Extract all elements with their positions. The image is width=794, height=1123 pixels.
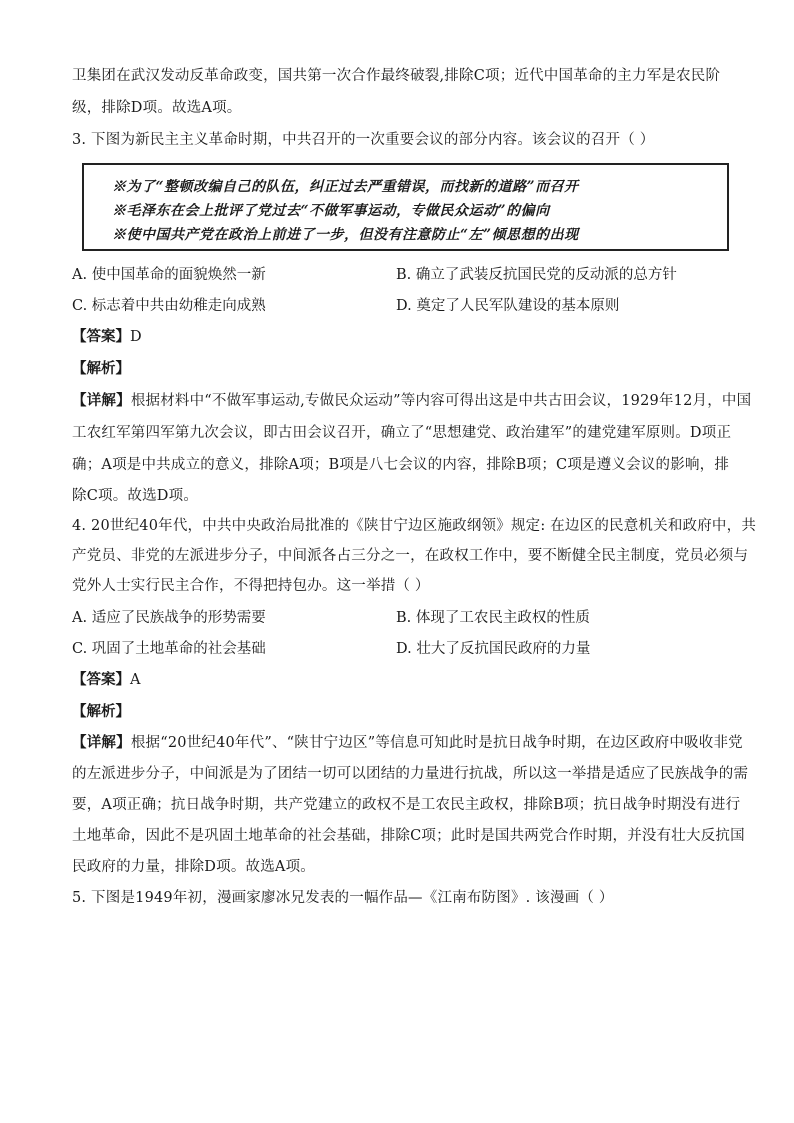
question-3-answer: [72, 327, 142, 347]
question-3-option-c: C. 标志着中共由幼稚走向成熟: [72, 298, 266, 314]
question-4-detail-line-3: 要，A项正确；抗日战争时期，共产党建立的政权不是工农民主政权，排除B项；抗日战争时期没有进行: [72, 797, 741, 813]
material-line-2: ※毛泽东在会上批评了党过去“不做军事运动，专做民众运动”的偏向: [112, 203, 550, 219]
answer-label: 【答案】: [72, 328, 130, 345]
question-4-option-b: B. 体现了工农民主政权的性质: [396, 610, 590, 626]
question-4-analysis-label: 【解析】: [72, 703, 130, 720]
question-3-option-d: D. 奠定了人民军队建设的基本原则: [396, 298, 620, 314]
question-3-option-a: A. 使中国革命的面貌焕然一新: [72, 267, 266, 283]
material-line-1: ※为了“整顿改编自己的队伍，纠正过去严重错误，而找新的道路”而召开: [112, 179, 579, 195]
detail-label: 【详解】: [72, 734, 131, 751]
question-4-answer: [72, 670, 140, 690]
answer-label: 【答案】: [72, 671, 130, 688]
question-3-detail-line-2: 工农红军第四军第九次会议，即古田会议召开，确立了“思想建党、政治建军”的建党建军原则。D项正: [72, 425, 732, 441]
question-4-stem-line-3: 党外人士实行民主合作，不得把持包办。这一举措（ ）: [72, 578, 430, 594]
answer-value: D: [130, 329, 142, 345]
question-3-material-box: [82, 163, 729, 251]
question-3-analysis-label: 【解析】: [72, 360, 130, 377]
question-4-stem-line-1: 4. 20世纪40年代，中共中央政治局批准的《陕甘宁边区施政纲领》规定: 在边区的民意机关和政府中，共: [72, 518, 757, 534]
question-4-detail-line-4: 土地革命，因此不是巩固土地革命的社会基础，排除C项；此时是国共两党合作时期，并没有壮大反抗国: [72, 828, 745, 844]
question-3-detail-line-4: 除C项。故选D项。: [72, 488, 199, 504]
question-4-option-c: C. 巩固了土地革命的社会基础: [72, 641, 266, 657]
question-3-detail-line-3: 确；A项是中共成立的意义，排除A项；B项是八七会议的内容，排除B项；C项是遵义会议的影响，排: [72, 457, 730, 473]
question-4-detail-line-2: 的左派进步分子，中间派是为了团结一切可以团结的力量进行抗战，所以这一举措是适应了民族战争的需: [72, 766, 749, 782]
question-3-option-b: B. 确立了武装反抗国民党的反动派的总方针: [396, 267, 677, 283]
material-line-3: ※使中国共产党在政治上前进了一步，但没有注意防止“左”倾思想的出现: [112, 227, 579, 243]
question-4-detail-line-5: 民政府的力量，排除D项。故选A项。: [72, 859, 315, 875]
question-4-detail-line-1: 【详解】根据“20世纪40年代”、“陕甘宁边区”等信息可知此时是抗日战争时期，在边区政府中吸收非党: [72, 734, 743, 751]
question-4-option-a: A. 适应了民族战争的形势需要: [72, 610, 266, 626]
question-4-option-d: D. 壮大了反抗国民政府的力量: [396, 641, 591, 657]
question-3-stem: 3. 下图为新民主主义革命时期，中共召开的一次重要会议的部分内容。该会议的召开（ ）: [72, 132, 655, 148]
question-4-stem-line-2: 产党员、非党的左派进步分子，中间派各占三分之一，在政权工作中，要不断健全民主制度，党员必须与: [72, 548, 749, 564]
answer-value: A: [130, 672, 141, 688]
prev-analysis-line-2: 级，排除D项。故选A项。: [72, 100, 242, 116]
detail-label: 【详解】: [72, 392, 131, 409]
question-3-detail-line-1: 【详解】根据材料中“不做军事运动,专做民众运动”等内容可得出这是中共古田会议，1929年12月，中国: [72, 392, 752, 409]
prev-analysis-line-1: 卫集团在武汉发动反革命政变，国共第一次合作最终破裂,排除C项；近代中国革命的主力军是农民阶: [72, 68, 721, 84]
question-5-stem: 5. 下图是1949年初，漫画家廖冰兄发表的一幅作品—《江南布防图》. 该漫画（ ）: [72, 890, 614, 906]
